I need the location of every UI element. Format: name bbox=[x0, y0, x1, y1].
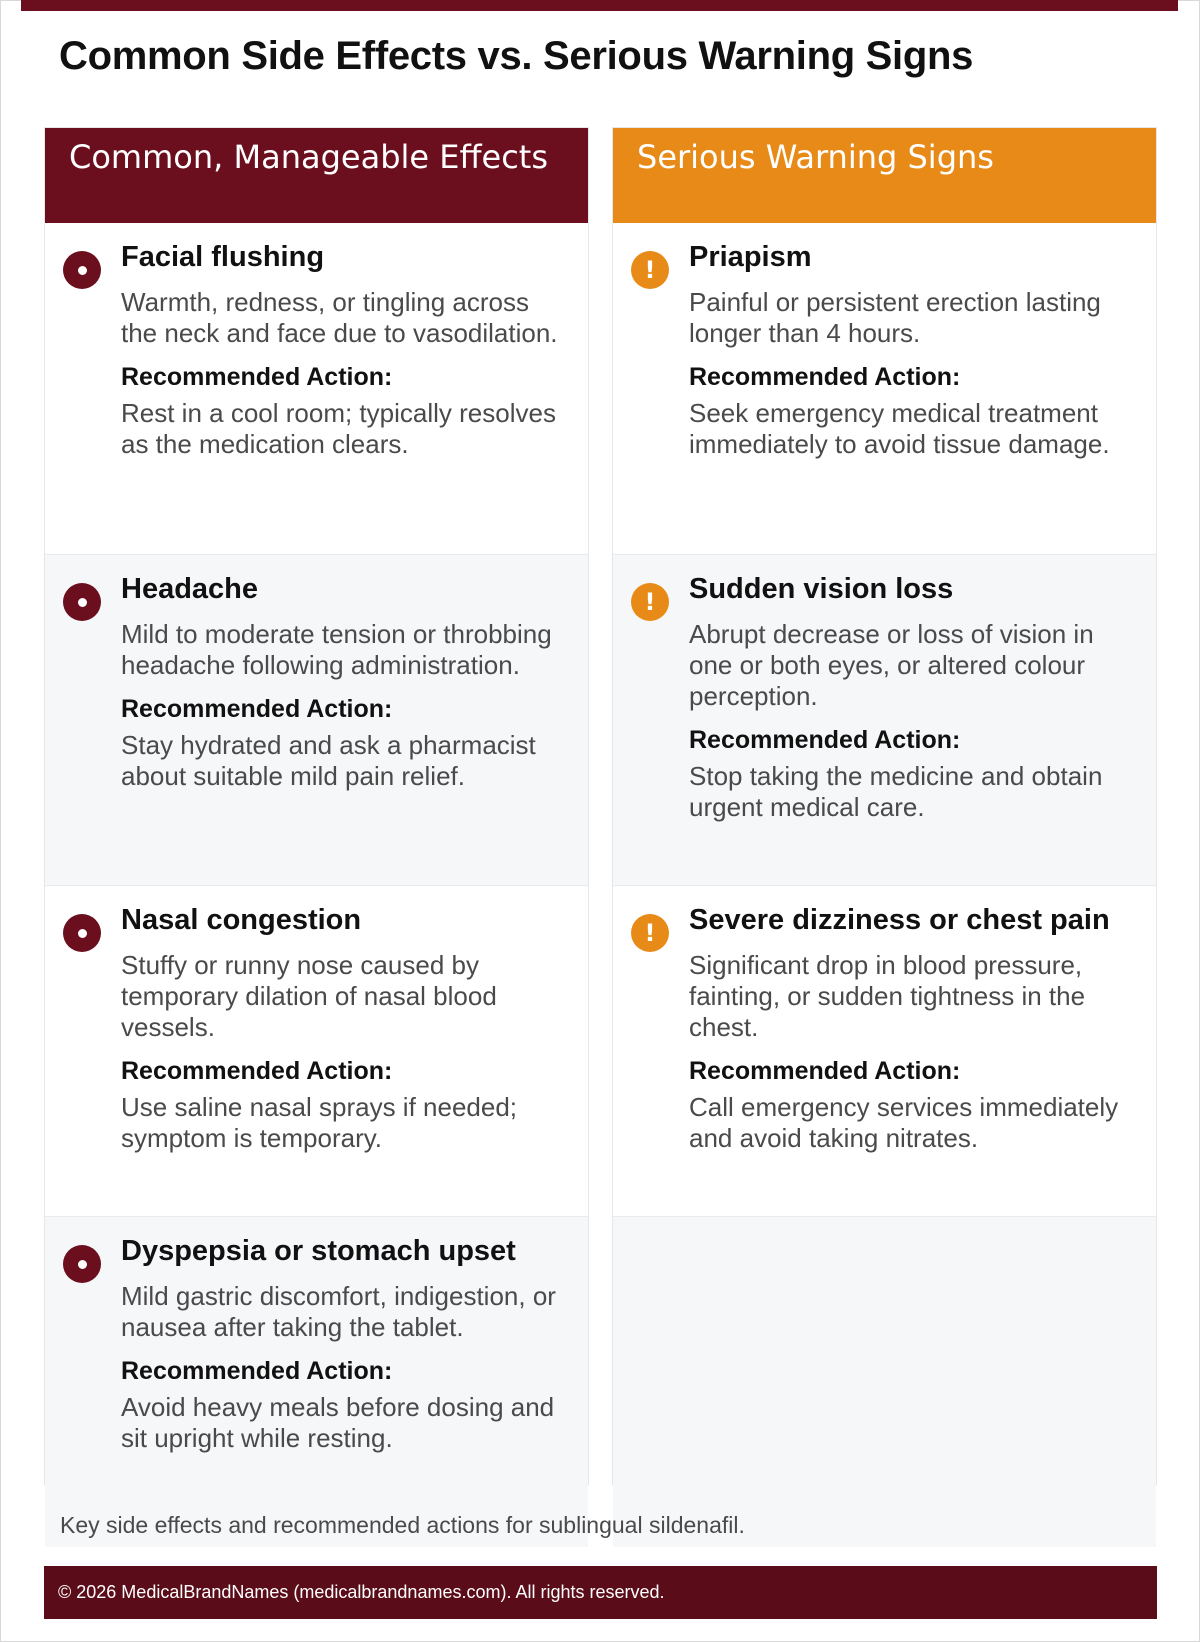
recommended-action-label: Recommended Action: bbox=[689, 726, 961, 755]
recommended-action-label: Recommended Action: bbox=[121, 1057, 393, 1086]
common-effect-item bbox=[45, 554, 588, 885]
effect-description: Warmth, redness, or tingling across the neck and face due to vasodilation. bbox=[121, 287, 558, 349]
bullet-dot-icon bbox=[63, 914, 101, 952]
recommended-action-text: Stay hydrated and ask a pharmacist about suitable mild pain relief. bbox=[121, 730, 536, 792]
warning-description: Significant drop in blood pressure, fainting, or sudden tightness in the chest. bbox=[689, 950, 1086, 1043]
exclamation-icon: ! bbox=[631, 914, 669, 952]
common-effect-item bbox=[45, 1216, 588, 1547]
page-title: Common Side Effects vs. Serious Warning Signs bbox=[59, 34, 974, 78]
recommended-action-label: Recommended Action: bbox=[689, 363, 961, 392]
warning-signs-header: Serious Warning Signs bbox=[613, 128, 1156, 223]
recommended-action-label: Recommended Action: bbox=[121, 363, 393, 392]
bullet-dot-icon bbox=[63, 1245, 101, 1283]
recommended-action-label: Recommended Action: bbox=[689, 1057, 961, 1086]
warning-description: Abrupt decrease or loss of vision in one or both eyes, or altered colour perception. bbox=[689, 619, 1094, 712]
warning-sign-item bbox=[613, 223, 1156, 554]
common-effects-column bbox=[44, 127, 589, 1485]
common-effect-item bbox=[45, 223, 588, 554]
recommended-action-text: Use saline nasal sprays if needed; symptom is temporary. bbox=[121, 1092, 518, 1154]
recommended-action-text: Seek emergency medical treatment immediately to avoid tissue damage. bbox=[689, 398, 1110, 460]
bullet-dot-icon bbox=[63, 583, 101, 621]
recommended-action-text: Call emergency services immediately and avoid taking nitrates. bbox=[689, 1092, 1119, 1154]
effect-description: Mild to moderate tension or throbbing headache following administration. bbox=[121, 619, 552, 681]
warning-signs-column bbox=[612, 127, 1157, 1485]
warning-description: Painful or persistent erection lasting longer than 4 hours. bbox=[689, 287, 1101, 349]
common-effect-item bbox=[45, 885, 588, 1216]
warning-title: Priapism bbox=[689, 241, 812, 273]
effect-title: Nasal congestion bbox=[121, 904, 362, 936]
effect-description: Stuffy or runny nose caused by temporary dilation of nasal blood vessels. bbox=[121, 950, 497, 1043]
effect-title: Dyspepsia or stomach upset bbox=[121, 1235, 516, 1267]
copyright-footer: © 2026 MedicalBrandNames (medicalbrandnames.com). All rights reserved. bbox=[44, 1566, 1157, 1619]
figure-caption: Key side effects and recommended actions for sublingual sildenafil. bbox=[60, 1512, 745, 1538]
exclamation-icon: ! bbox=[631, 251, 669, 289]
effect-title: Headache bbox=[121, 573, 259, 605]
warning-title: Sudden vision loss bbox=[689, 573, 954, 605]
bullet-dot-icon bbox=[63, 251, 101, 289]
recommended-action-text: Stop taking the medicine and obtain urgent medical care. bbox=[689, 761, 1103, 823]
top-accent-bar bbox=[21, 0, 1178, 11]
warning-sign-item bbox=[613, 885, 1156, 1216]
recommended-action-text: Avoid heavy meals before dosing and sit upright while resting. bbox=[121, 1392, 555, 1454]
effect-title: Facial flushing bbox=[121, 241, 325, 273]
empty-cell bbox=[613, 1216, 1156, 1547]
warning-title: Severe dizziness or chest pain bbox=[689, 904, 1110, 936]
recommended-action-text: Rest in a cool room; typically resolves as the medication clears. bbox=[121, 398, 556, 460]
common-effects-header: Common, Manageable Effects bbox=[45, 128, 588, 223]
effect-description: Mild gastric discomfort, indigestion, or nausea after taking the tablet. bbox=[121, 1281, 556, 1343]
recommended-action-label: Recommended Action: bbox=[121, 695, 393, 724]
exclamation-icon: ! bbox=[631, 583, 669, 621]
warning-sign-item bbox=[613, 554, 1156, 885]
recommended-action-label: Recommended Action: bbox=[121, 1357, 393, 1386]
